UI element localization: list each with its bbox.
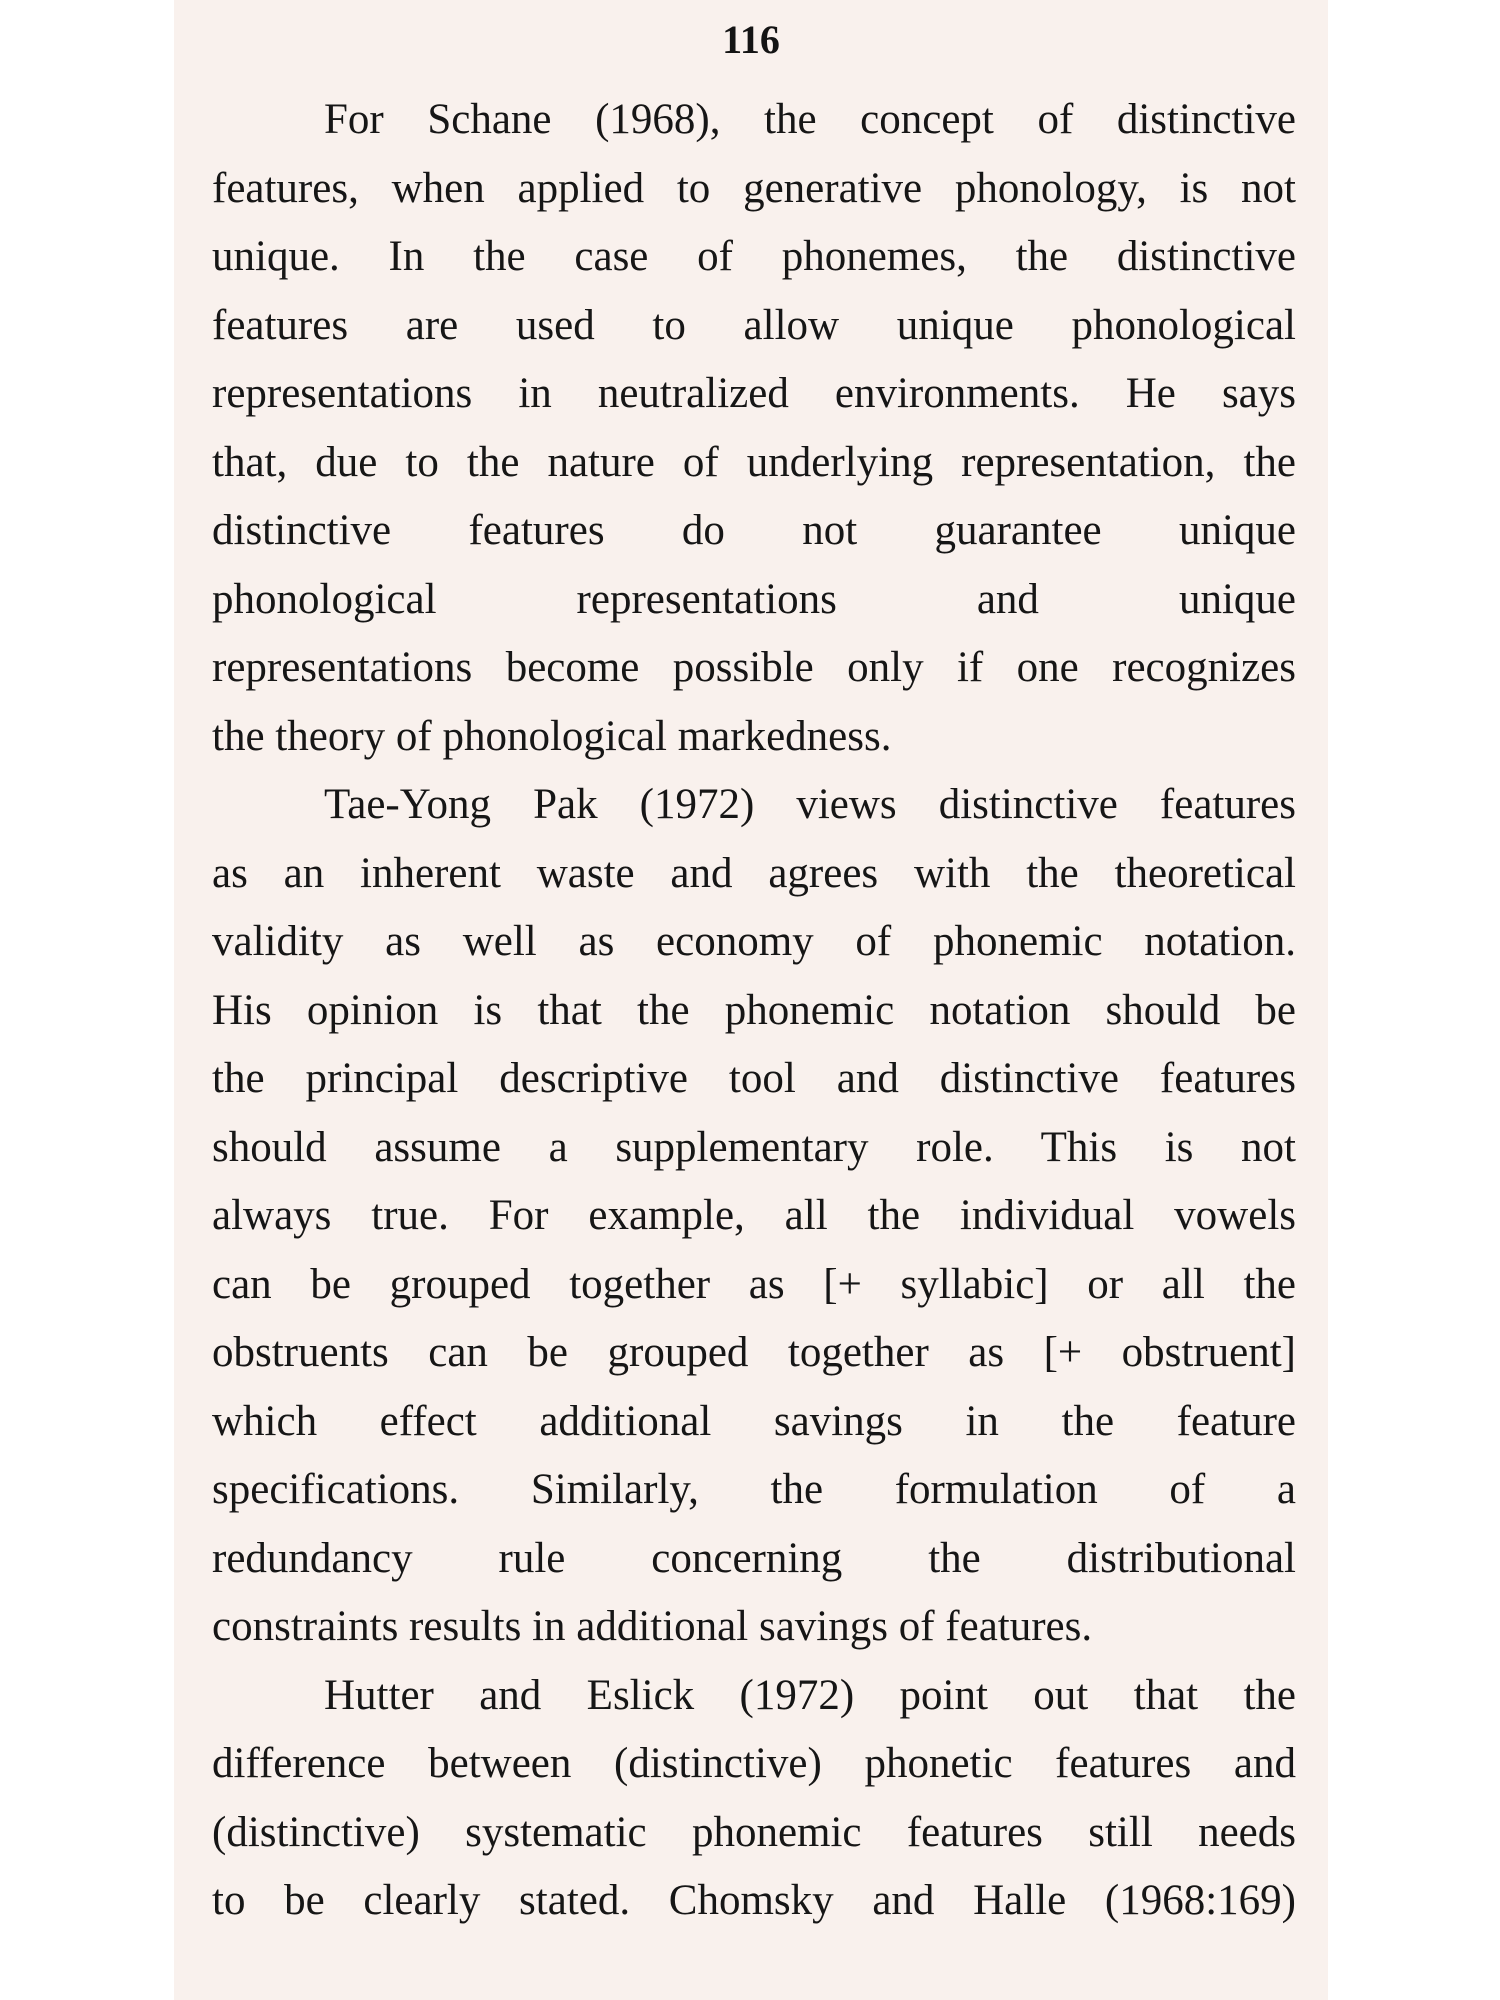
text-line: features, when applied to generative phonology, is not	[212, 164, 1296, 212]
page-number: 116	[722, 17, 780, 62]
text-line: always true. For example, all the individual vowels	[212, 1192, 1296, 1239]
text-line: which effect additional savings in the feature	[212, 1397, 1296, 1445]
text-line: difference between (distinctive) phonetic features and	[212, 1740, 1296, 1787]
text-line: that, due to the nature of underlying representation, the	[212, 438, 1296, 486]
text-line: phonological representations and unique	[212, 575, 1296, 623]
text-line: representations become possible only if one recognizes	[212, 644, 1296, 691]
text-line: features are used to allow unique phonological	[212, 301, 1296, 349]
body-text	[212, 86, 1296, 1936]
text-line: constraints results in additional savings of features.	[212, 1603, 1093, 1650]
text-line: the theory of phonological markedness.	[212, 712, 892, 760]
text-line: the principal descriptive tool and distinctive features	[212, 1055, 1296, 1102]
text-line: should assume a supplementary role. This is not	[212, 1123, 1296, 1171]
text-line: obstruents can be grouped together as [+ obstruent]	[212, 1329, 1296, 1376]
text-line: representations in neutralized environments. He says	[212, 370, 1296, 417]
text-line: to be clearly stated. Chomsky and Halle (1968:169)	[212, 1877, 1296, 1924]
text-line: Tae-Yong Pak (1972) views distinctive features	[324, 781, 1296, 828]
text-line: Hutter and Eslick (1972) point out that the	[324, 1671, 1296, 1719]
paragraph-hutter-eslick	[212, 1662, 1296, 1936]
text-line: For Schane (1968), the concept of distinctive	[324, 96, 1296, 143]
text-line: validity as well as economy of phonemic notation.	[212, 918, 1296, 965]
text-line: as an inherent waste and agrees with the theoretical	[212, 849, 1296, 897]
text-line: redundancy rule concerning the distributional	[212, 1534, 1296, 1582]
paragraph-pak	[212, 771, 1296, 1662]
text-line: can be grouped together as [+ syllabic] or all the	[212, 1260, 1296, 1308]
paragraph-schane	[212, 86, 1296, 771]
text-line: distinctive features do not guarantee unique	[212, 507, 1296, 554]
text-line: specifications. Similarly, the formulation of a	[212, 1466, 1296, 1513]
text-line: His opinion is that the phonemic notation should be	[212, 986, 1296, 1034]
book-page	[174, 0, 1328, 2000]
text-line: unique. In the case of phonemes, the distinctive	[212, 233, 1296, 280]
text-line: (distinctive) systematic phonemic features still needs	[212, 1808, 1296, 1856]
